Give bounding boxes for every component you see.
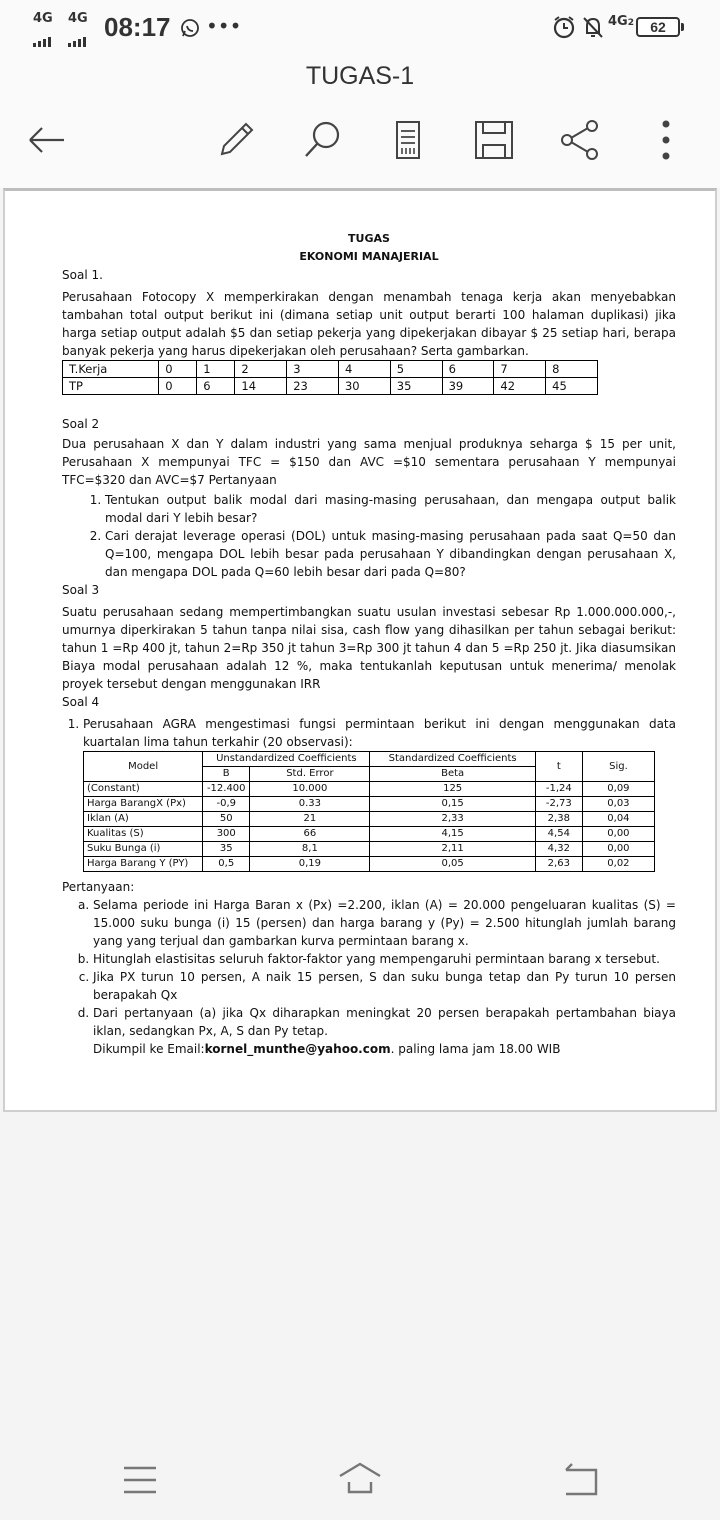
- table-cell: 23: [287, 378, 339, 395]
- save-icon[interactable]: [472, 118, 516, 162]
- regression-table: [83, 751, 655, 872]
- list-item: 1. Perusahaan AGRA mengestimasi fungsi permintaan berikut ini dengan menggunakan data kuartalan lima tahun terkahir (20 observasi):: [83, 715, 676, 751]
- alarm-icon: [552, 15, 576, 39]
- table-cell: 8: [546, 361, 598, 378]
- list-item: d. Dari pertanyaan (a) jika Qx diharapkan meningkat 20 persen berapakah pertambahan biaya iklan, sedangkan Px, A, S dan Py tetap.: [93, 1004, 676, 1040]
- table-cell: 0: [159, 378, 197, 395]
- table-cell: 50: [203, 812, 250, 827]
- soal-1-text: Perusahaan Fotocopy X memperkirakan dengan menambah tenaga kerja akan menyebabkan tambahan total output berikut ini (dimana setiap unit output berarti 100 halaman duplikasi) jika harga setiap output adalah $5 dan setiap pekerja yang dipekerjakan dibayar $ 25 setiap hari, berapa banyak pekerja yang harus dipekerjakan oleh perusahaan? Serta gambarkan.: [62, 290, 676, 358]
- table-cell: 300: [203, 827, 250, 842]
- table-cell: 4,54: [535, 827, 582, 842]
- table-cell: 14: [235, 378, 287, 395]
- soal-2-list: [62, 491, 676, 581]
- share-icon[interactable]: [558, 118, 602, 162]
- table-cell: 66: [250, 827, 370, 842]
- table-cell: 35: [390, 378, 442, 395]
- table-cell: 4,32: [535, 842, 582, 857]
- table-header: Sig.: [582, 752, 654, 782]
- table-cell: Suku Bunga (i): [84, 842, 203, 857]
- table-cell: 0,5: [203, 857, 250, 872]
- doc-heading-2: EKONOMI MANAJERIAL: [299, 250, 439, 263]
- table-cell: 1: [197, 361, 235, 378]
- table-header: Standardized Coefficients: [370, 752, 535, 767]
- table-row: [84, 797, 655, 812]
- soal-3-text: Suatu perusahaan sedang mempertimbangkan suatu usulan investasi sebesar Rp 1.000.000.000,-, umurnya diperkirakan 5 tahun tanpa nilai sisa, cash flow yang dihasilkan per tahun sebagai berikut: tahun 1 =Rp 400 jt, tahun 2=Rp 350 jt tahun 3=Rp 300 jt tahun 4 dan 5 =Rp 250 jt. Jika diasumsikan Biaya modal perusahaan adalah 12 %, maka tentukanlah keputusan untuk menerima/ menolak proyek tersebut dengan menggunakan IRR: [62, 605, 676, 691]
- page-title: TUGAS-1: [305, 62, 415, 90]
- table-cell: 3: [287, 361, 339, 378]
- table-cell: Harga BarangX (Px): [84, 797, 203, 812]
- pertanyaan-list: [62, 896, 676, 1040]
- table-cell: -2,73: [535, 797, 582, 812]
- document-icon[interactable]: [386, 118, 430, 162]
- pencil-icon[interactable]: [214, 118, 258, 162]
- table-cell: 4: [338, 361, 390, 378]
- table-cell: TP: [63, 378, 159, 395]
- table-cell: 39: [442, 378, 494, 395]
- table-header: B: [203, 767, 250, 782]
- table-cell: 5: [390, 361, 442, 378]
- back-arrow-icon[interactable]: [24, 118, 68, 162]
- table-cell: 7: [494, 361, 546, 378]
- table-header: Std. Error: [250, 767, 370, 782]
- soal-2-text: Dua perusahaan X dan Y dalam industri yang sama menjual produknya seharga $ 15 per unit, Perusahaan X mempunyai TFC = $150 dan AVC =$10 sementara perusahaan Y mempunyai TFC=$320 dan AVC=$7 Pertanyaan: [62, 437, 676, 487]
- table-cell: 4,15: [370, 827, 535, 842]
- table-header: Beta: [370, 767, 535, 782]
- battery-indicator: 62: [636, 17, 680, 37]
- signal-bars-2-icon: [68, 28, 88, 38]
- table-cell: T.Kerja: [63, 361, 159, 378]
- home-icon[interactable]: [338, 1458, 382, 1502]
- table-row: [84, 782, 655, 797]
- network-type-3: 4G2: [608, 14, 634, 29]
- navigation-bar: [0, 1440, 720, 1520]
- signal-bars-1-icon: [33, 28, 53, 38]
- table-cell: Harga Barang Y (PY): [84, 857, 203, 872]
- list-item: c. Jika PX turun 10 persen, A naik 15 persen, S dan suku bunga tetap dan Py turun 10 persen berapakah Qx: [93, 968, 676, 1004]
- soal-3-title: Soal 3: [62, 583, 100, 597]
- more-notifications-icon: •••: [206, 14, 242, 38]
- table-cell: 0: [159, 361, 197, 378]
- table-cell: 2,33: [370, 812, 535, 827]
- closing-suffix: . paling lama jam 18.00 WIB: [390, 1042, 561, 1056]
- table-cell: Kualitas (S): [84, 827, 203, 842]
- table-cell: 0,19: [250, 857, 370, 872]
- list-item: 1. Tentukan output balik modal dari masing-masing perusahaan, dan mengapa output balik modal dari Y lebih besar?: [105, 491, 676, 527]
- table-row: [84, 842, 655, 857]
- document-page: [62, 230, 676, 1058]
- soal-2-title: Soal 2: [62, 417, 100, 431]
- table-cell: 2: [235, 361, 287, 378]
- network-type-1: 4G: [33, 11, 53, 26]
- table-cell: -1,24: [535, 782, 582, 797]
- table-row: [63, 378, 598, 395]
- soal-4-title: Soal 4: [62, 695, 100, 709]
- table-row: [84, 827, 655, 842]
- network-type-2: 4G: [68, 11, 88, 26]
- list-item: b. Hitunglah elastisitas seluruh faktor-faktor yang mempengaruhi permintaan barang x tersebut.: [93, 950, 676, 968]
- table-cell: 0,03: [582, 797, 654, 812]
- table-cell: 2,63: [535, 857, 582, 872]
- back-icon[interactable]: [558, 1458, 602, 1502]
- table-row: [63, 361, 598, 378]
- table-row: [84, 857, 655, 872]
- table-cell: (Constant): [84, 782, 203, 797]
- table-cell: 125: [370, 782, 535, 797]
- table-cell: 35: [203, 842, 250, 857]
- table-cell: 8,1: [250, 842, 370, 857]
- closing-note: [62, 1040, 676, 1058]
- table-cell: -0,9: [203, 797, 250, 812]
- table-cell: 0,05: [370, 857, 535, 872]
- table-cell: 2,38: [535, 812, 582, 827]
- clock: 08:17: [104, 12, 171, 42]
- table-cell: Iklan (A): [84, 812, 203, 827]
- table-row: [84, 812, 655, 827]
- email-address: kornel_munthe@yahoo.com: [204, 1042, 391, 1056]
- table-cell: 0,02: [582, 857, 654, 872]
- table-cell: 45: [546, 378, 598, 395]
- table-cell: 0,04: [582, 812, 654, 827]
- list-item: 2. Cari derajat leverage operasi (DOL) untuk masing-masing perusahaan pada saat Q=50 dan Q=100, mengapa DOL lebih besar pada perusahaan Y dibandingkan dengan perusahaan X, dan mengapa DOL pada Q=60 lebih besar dari pada Q=80?: [105, 527, 676, 581]
- table-cell: 10.000: [250, 782, 370, 797]
- table-cell: -12.400: [203, 782, 250, 797]
- table-cell: 0,00: [582, 827, 654, 842]
- pertanyaan-label: Pertanyaan:: [62, 880, 135, 894]
- table-header-row: [84, 752, 655, 767]
- table-cell: 0,09: [582, 782, 654, 797]
- table-cell: 6: [197, 378, 235, 395]
- menu-icon[interactable]: [118, 1458, 162, 1502]
- soal-4-list: [62, 715, 676, 751]
- whatsapp-icon: [180, 18, 200, 38]
- table-cell: 30: [338, 378, 390, 395]
- more-vertical-icon[interactable]: [644, 118, 688, 162]
- table-cell: 0.33: [250, 797, 370, 812]
- doc-heading-1: TUGAS: [348, 232, 390, 245]
- soal-1-title: Soal 1.: [62, 268, 103, 282]
- table-cell: 42: [494, 378, 546, 395]
- search-icon[interactable]: [300, 118, 344, 162]
- table-cell: 21: [250, 812, 370, 827]
- table-header: t: [535, 752, 582, 782]
- mute-bell-icon: [582, 15, 604, 39]
- table-cell: 6: [442, 361, 494, 378]
- soal-1-table: [62, 360, 598, 395]
- list-item: a. Selama periode ini Harga Baran x (Px) =2.200, iklan (A) = 20.000 pengeluaran kualitas (S) = 15.000 suku bunga (i) 15 (persen) dan harga barang y (Py) = 2.500 hitunglah jumlah barang yang yang terjual dan gambarkan kurva permintaan barang x.: [93, 896, 676, 950]
- table-cell: 0,15: [370, 797, 535, 812]
- status-bar: [0, 0, 720, 54]
- app-bar: [0, 54, 720, 188]
- table-cell: 2,11: [370, 842, 535, 857]
- table-header: Model: [84, 752, 203, 782]
- table-cell: 0,00: [582, 842, 654, 857]
- table-header: Unstandardized Coefficients: [203, 752, 370, 767]
- closing-prefix: Dikumpil ke Email:: [93, 1042, 205, 1056]
